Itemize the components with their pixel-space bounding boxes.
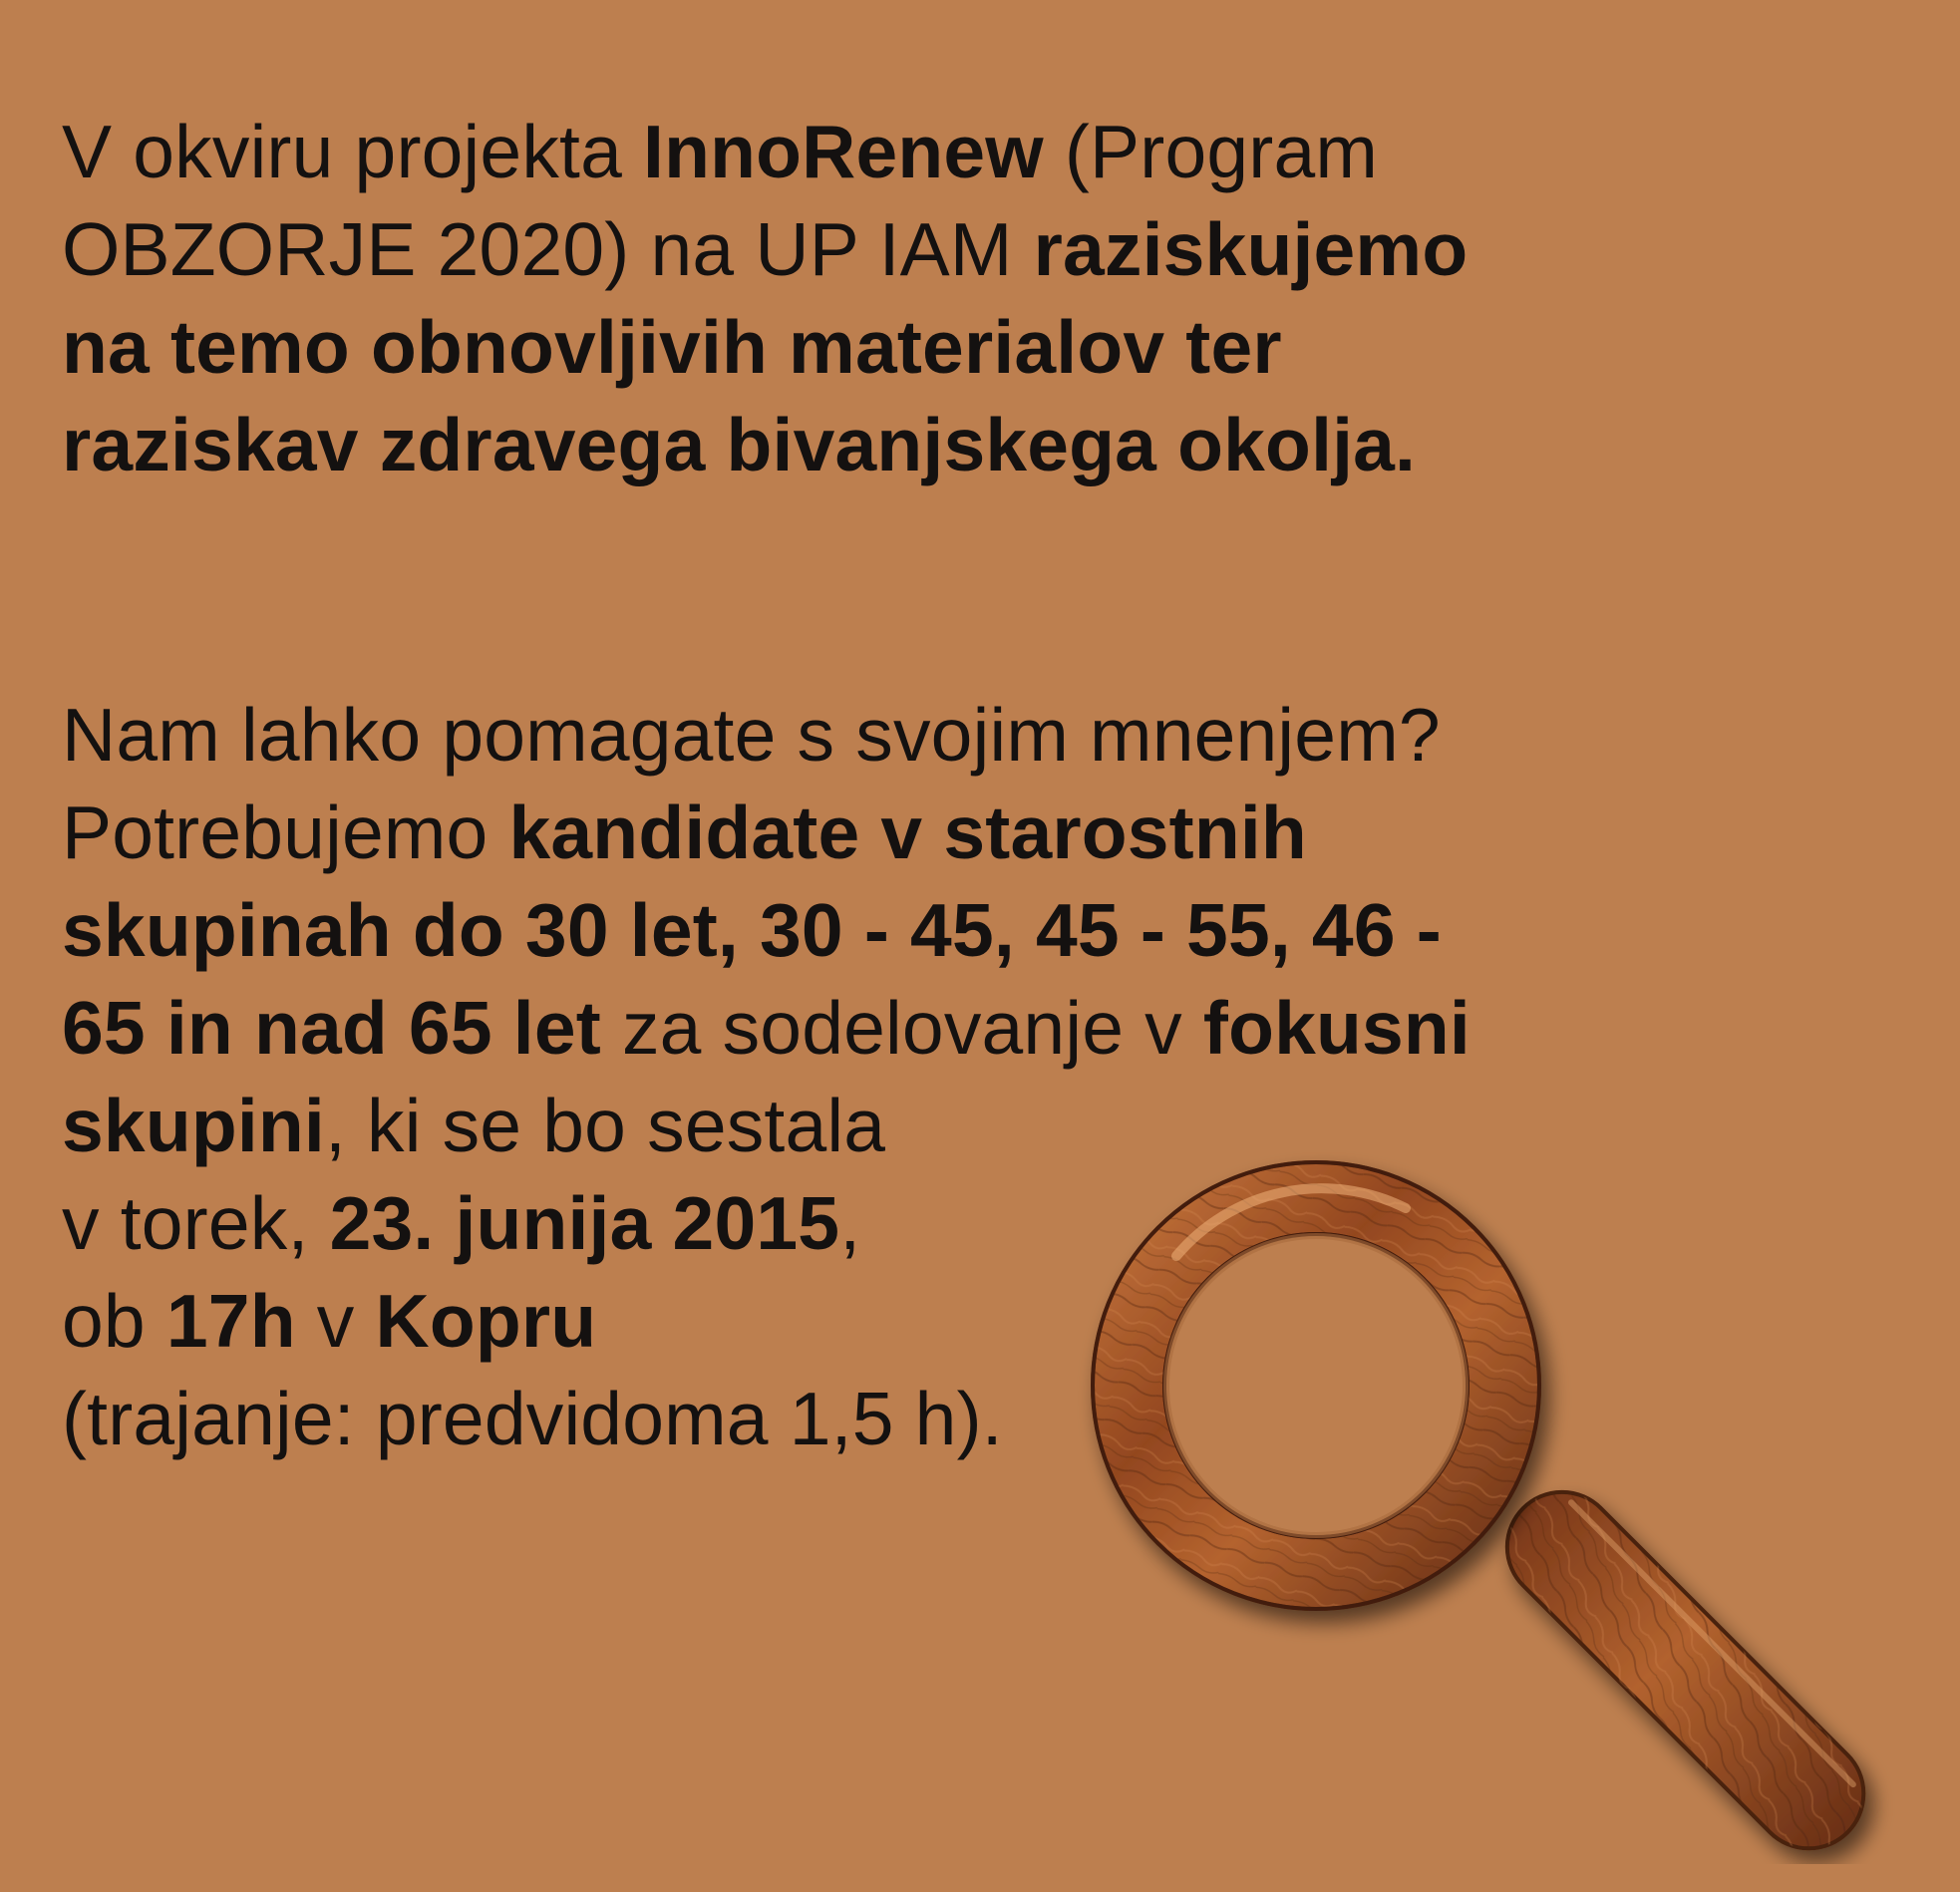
intro-line-4: raziskav zdravega bivanjskega okolja. — [62, 403, 1417, 486]
invite-line-7: ob 17h v Kopru — [62, 1279, 597, 1363]
invite-line-4: 65 in nad 65 let za sodelovanje v fokusni — [62, 986, 1470, 1070]
event-date: 23. junija 2015 — [329, 1181, 840, 1265]
intro-line-2: OBZORJE 2020) na UP IAM raziskujemo — [62, 207, 1469, 291]
event-time: 17h — [165, 1279, 296, 1363]
intro-line-3: na temo obnovljivih materialov ter — [62, 305, 1282, 389]
invite-line-1: Nam lahko pomagate s svojim mnenjem? — [62, 693, 1441, 777]
invite-line-8: (trajanje: predvidoma 1,5 h). — [62, 1377, 1003, 1460]
intro-line-1: V okviru projekta InnoRenew (Program — [62, 110, 1379, 193]
invite-line-5: skupini, ki se bo sestala — [62, 1084, 886, 1167]
invite-line-3: skupinah do 30 let, 30 - 45, 45 - 55, 46 - — [62, 888, 1442, 972]
project-name: InnoRenew — [643, 110, 1044, 193]
intro-paragraph — [62, 103, 1697, 493]
invite-line-2: Potrebujemo kandidate v starostnih — [62, 790, 1307, 874]
invite-line-6: v torek, 23. junija 2015, — [62, 1181, 861, 1265]
wooden-magnifying-glass-icon — [1077, 1146, 1914, 1864]
event-location: Kopru — [375, 1279, 597, 1363]
magnifier-handle — [1484, 1469, 1886, 1864]
